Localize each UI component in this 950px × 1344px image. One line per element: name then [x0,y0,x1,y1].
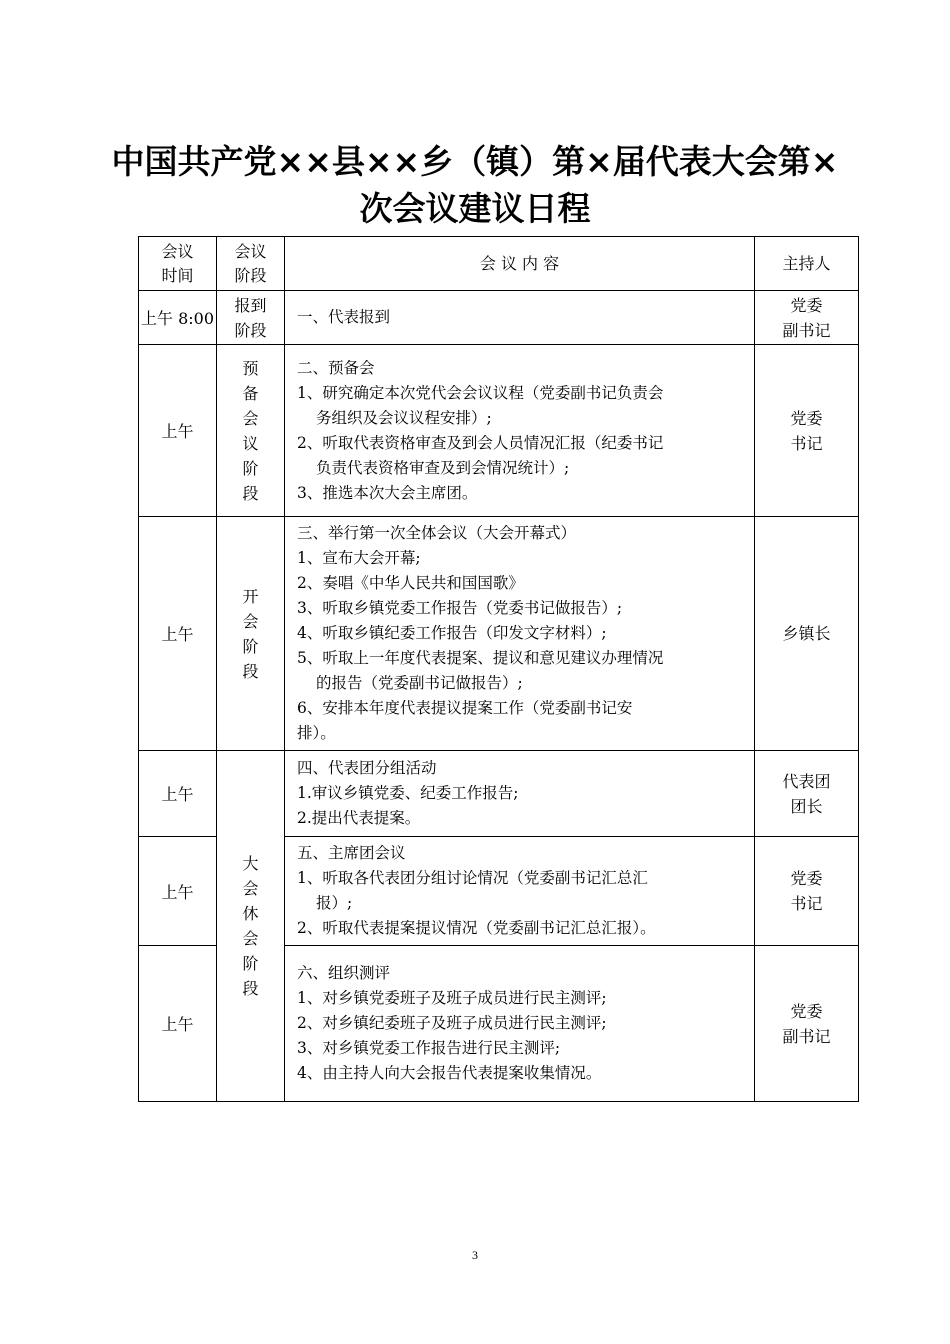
page-number: 3 [472,1248,478,1262]
content-line: 2、听取代表提案提议情况（党委副书记汇总汇报）。 [297,919,656,937]
page-title [0,138,950,232]
content-line: 4、由主持人向大会报告代表提案收集情况。 [297,1064,602,1082]
stage-label: 预备会议阶段 [242,358,259,503]
content-line: 1、听取各代表团分组讨论情况（党委副书记汇总汇 [297,869,648,887]
content-line: 3、对乡镇党委工作报告进行民主测评; [297,1039,561,1057]
content-line: 4、听取乡镇纪委工作报告（印发文字材料）; [297,624,607,642]
content-line: 三、举行第一次全体会议（大会开幕式） [297,524,577,542]
row-stage [217,517,285,751]
content-line: 排）。 [297,724,336,742]
row-host: 乡镇长 [755,517,859,751]
row-content [285,291,755,345]
content-line: 5、听取上一年度代表提案、提议和意见建议办理情况 [297,649,664,667]
stage-label: 大会休会阶段 [242,854,259,998]
content-line: 报）; [316,894,353,912]
content-line: 的报告（党委副书记做报告）; [316,674,523,692]
content-line: 3、推选本次大会主席团。 [297,483,478,502]
content-line: 二、预备会 [297,358,375,377]
content-line: 2、听取代表资格审查及到会人员情况汇报（纪委书记 [297,433,664,452]
table-row [139,345,859,517]
row-content [285,751,755,837]
content-line: 负责代表资格审查及到会情况统计）; [316,458,570,477]
table-row [139,751,859,837]
content-line: 六、组织测评 [297,964,391,982]
content-line: 1、宣布大会开幕; [297,549,421,567]
row-content [285,837,755,946]
row-host: 党委 副书记 [755,946,859,1102]
row-content [285,517,755,751]
content-line: 6、安排本年度代表提议提案工作（党委副书记安 [297,699,633,717]
content-line: 务组织及会议议程安排）; [316,408,492,427]
stage-label: 开会阶段 [242,586,259,681]
row-time: 上午 [139,517,217,751]
content-line: 2.提出代表提案。 [297,809,421,827]
row-time: 上午 [139,345,217,517]
page-title-line-1: 中国共产党××县××乡（镇）第×届代表大会第× [111,142,839,181]
content-line: 五、主席团会议 [297,844,406,862]
row-time: 上午 8:00 [139,291,217,345]
row-content [285,946,755,1102]
row-host: 党委 副书记 [755,291,859,345]
content-line: 3、听取乡镇党委工作报告（党委书记做报告）; [297,599,623,617]
header-host: 主持人 [755,237,859,291]
row-stage [217,751,285,1102]
table-row [139,291,859,345]
header-stage: 会议 阶段 [217,237,285,291]
row-content [285,345,755,517]
row-stage [217,345,285,517]
content-line: 1、对乡镇党委班子及班子成员进行民主测评; [297,989,607,1007]
header-time: 会议 时间 [139,237,217,291]
table-header-row [139,237,859,291]
page-title-line-2: 次会议建议日程 [359,189,591,228]
row-host: 党委 书记 [755,837,859,946]
table-row [139,517,859,751]
content-line: 2、奏唱《中华人民共和国国歌》 [297,574,524,592]
row-time: 上午 [139,837,217,946]
content-line: 一、代表报到 [297,308,391,326]
header-content: 会 议 内 容 [285,237,755,291]
content-line: 1、研究确定本次党代会会议议程（党委副书记负责会 [297,383,664,402]
row-time: 上午 [139,946,217,1102]
content-line: 1.审议乡镇党委、纪委工作报告; [297,784,519,802]
schedule-table [138,236,859,1102]
row-stage: 报到 阶段 [217,291,285,345]
row-host: 党委 书记 [755,345,859,517]
row-host: 代表团 团长 [755,751,859,837]
content-line: 四、代表团分组活动 [297,759,437,777]
content-line: 2、对乡镇纪委班子及班子成员进行民主测评; [297,1014,607,1032]
row-time: 上午 [139,751,217,837]
